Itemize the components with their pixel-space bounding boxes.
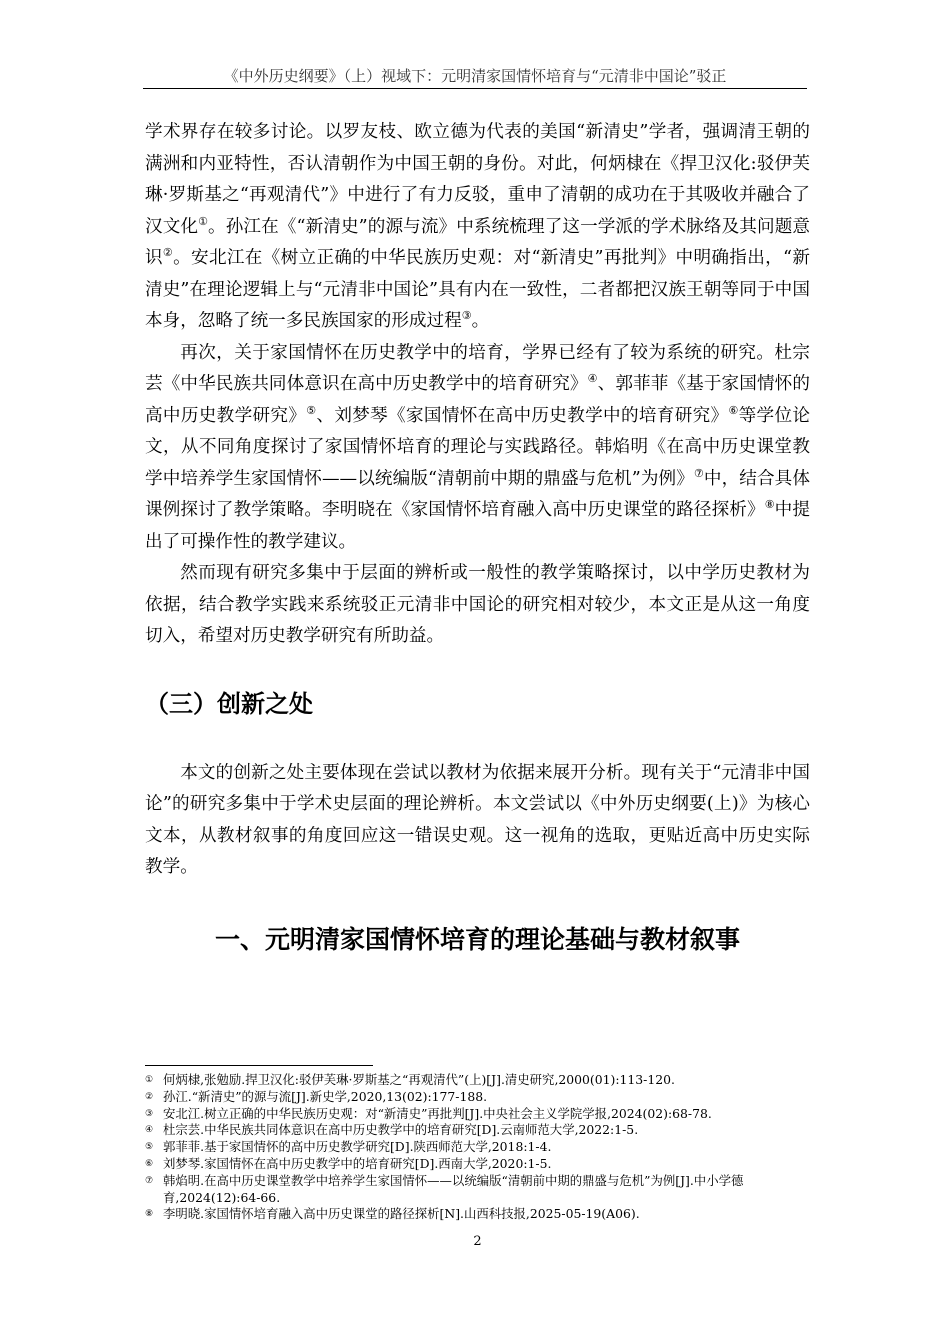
footnote-number: ⑦	[145, 1175, 154, 1186]
footnote	[145, 1106, 810, 1123]
footnote-ref-marker[interactable]: ⑦	[693, 466, 704, 480]
footnote-text: 刘梦琴.家国情怀在高中历史教学中的培育研究[D].西南大学,2020:1-5.	[163, 1155, 552, 1171]
paragraph	[145, 338, 810, 559]
paragraph	[145, 117, 810, 338]
footnote-ref-marker[interactable]: ①	[198, 214, 209, 228]
footnote	[145, 1072, 810, 1089]
paragraph-text: 然而现有研究多集中于层面的辨析或一般性的教学策略探讨，以中学历史教材为依据，结合教学实践来系统驳正元清非中国论的研究相对较少，本文正是从这一角度切入，希望对历史教学研究有所助益。	[145, 563, 810, 646]
footnote	[145, 1156, 810, 1173]
footnote-text: 杜宗芸.中华民族共同体意识在高中历史教学中的培育研究[D].云南师范大学,2022:1-5.	[163, 1122, 639, 1138]
footnote	[145, 1173, 810, 1207]
paragraph-text: 中，结合具体课例探讨了教学策略。李明晓在《家国情怀培育融入高中历史课堂的路径探析》	[145, 468, 810, 520]
footnote-text: 安北江.树立正确的中华民族历史观：对“新清史”再批判[J].中央社会主义学院学报,2024(02):68-78.	[163, 1105, 712, 1121]
footnote-ref-marker[interactable]: ⑧	[764, 498, 775, 512]
innovation-paragraph: 本文的创新之处主要体现在尝试以教材为依据来展开分析。现有关于“元清非中国论”的研究多集中于学术史层面的理论辨析。本文尝试以《中外历史纲要(上)》为核心文本，从教材叙事的角度回应这一错误史观。这一视角的选取，更贴近高中历史实际教学。	[145, 762, 810, 877]
footnote-ref-marker[interactable]: ③	[461, 309, 472, 323]
footnote	[145, 1139, 810, 1156]
footnote-ref-marker[interactable]: ②	[162, 246, 174, 260]
footnote	[145, 1206, 810, 1223]
footnote	[145, 1122, 810, 1139]
paragraph	[145, 558, 810, 653]
paragraph-text: 。安北江在《树立正确的中华民族历史观：对“新清史”再批判》中明确指出，“新清史”在理论逻辑上与“元清非中国论”具有内在一致性，二者都把汉族王朝等同于中国本身，忽略了统一多民族国家的形成过程	[145, 248, 810, 331]
footnote-number: ③	[145, 1108, 154, 1119]
paragraph-text: 再次，关于家国情怀在历史教学中的培育，学界已经有了较为系统的研究。杜宗芸《中华民族共同体意识在高中历史教学中的培育研究》	[145, 342, 810, 394]
running-header: 《中外历史纲要》（上）视域下：元明清家国情怀培育与“元清非中国论”驳正	[223, 67, 727, 85]
paragraph-text: 、刘梦琴《家国情怀在高中历史教学中的培育研究》	[316, 405, 729, 426]
footnote-number: ⑥	[145, 1158, 154, 1169]
paragraph-text: 学术界存在较多讨论。以罗友枝、欧立德为代表的美国“新清史”学者，强调清王朝的满洲和内亚特性，否认清朝作为中国王朝的身份。对此，何炳棣在《捍卫汉化:驳伊芙琳·罗斯基之“再观清代”》中进行了有力反驳，重申了清朝的成功在于其吸收并融合了汉文化	[145, 122, 810, 237]
footnote-ref-marker[interactable]: ⑤	[306, 403, 317, 417]
footnote-separator	[145, 1065, 373, 1066]
footnote	[145, 1089, 810, 1106]
body-text	[145, 117, 810, 960]
footnote-number: ⑤	[145, 1142, 154, 1153]
chapter-heading: 一、元明清家国情怀培育的理论基础与教材叙事	[214, 924, 740, 954]
paragraph-text: 、郭菲菲《基于家国情怀的高中历史教学研究》	[145, 374, 810, 426]
footnotes	[145, 1072, 810, 1223]
paragraph-text: 。孙江在《“新清史”的源与流》中系统梳理了这一学派的学术脉络及其问题意识	[145, 216, 810, 268]
footnote-number: ②	[145, 1091, 154, 1102]
page-number: 2	[473, 1234, 482, 1249]
footnote-number: ⑧	[145, 1209, 154, 1220]
footnote-text: 郭菲菲.基于家国情怀的高中历史教学研究[D].陕西师范大学,2018:1-4.	[163, 1139, 552, 1155]
section-heading: （三）创新之处	[145, 689, 313, 718]
footnote-ref-marker[interactable]: ⑥	[728, 403, 739, 417]
header-rule	[143, 88, 807, 89]
footnote-number: ④	[145, 1125, 154, 1136]
paragraph-text: 中提出了可操作性的教学建议。	[145, 500, 810, 552]
footnote-number: ①	[145, 1075, 154, 1085]
paragraph-text: 等学位论文，从不同角度探讨了家国情怀培育的理论与实践路径。韩焰明《在高中历史课堂教学中培养学生家国情怀——以统编版“清朝前中期的鼎盛与危机”为例》	[145, 405, 810, 489]
footnote-text: 何炳棣,张勉励.捍卫汉化:驳伊芙琳·罗斯基之“再观清代”(上)[J].清史研究,2000(01):113-120.	[163, 1072, 675, 1087]
footnote-text: 孙江.“新清史”的源与流[J].新史学,2020,13(02):177-188.	[163, 1088, 488, 1104]
footnote-text: 韩焰明.在高中历史课堂教学中培养学生家国情怀——以统编版“清朝前中期的鼎盛与危机”为例[J].中小学德育,2024(12):64-66.	[163, 1172, 744, 1205]
paragraph-text: 。	[471, 311, 490, 331]
footnote-ref-marker[interactable]: ④	[587, 372, 598, 386]
footnote-text: 李明晓.家国情怀培育融入高中历史课堂的路径探析[N].山西科技报,2025-05-19(A06).	[163, 1206, 640, 1222]
